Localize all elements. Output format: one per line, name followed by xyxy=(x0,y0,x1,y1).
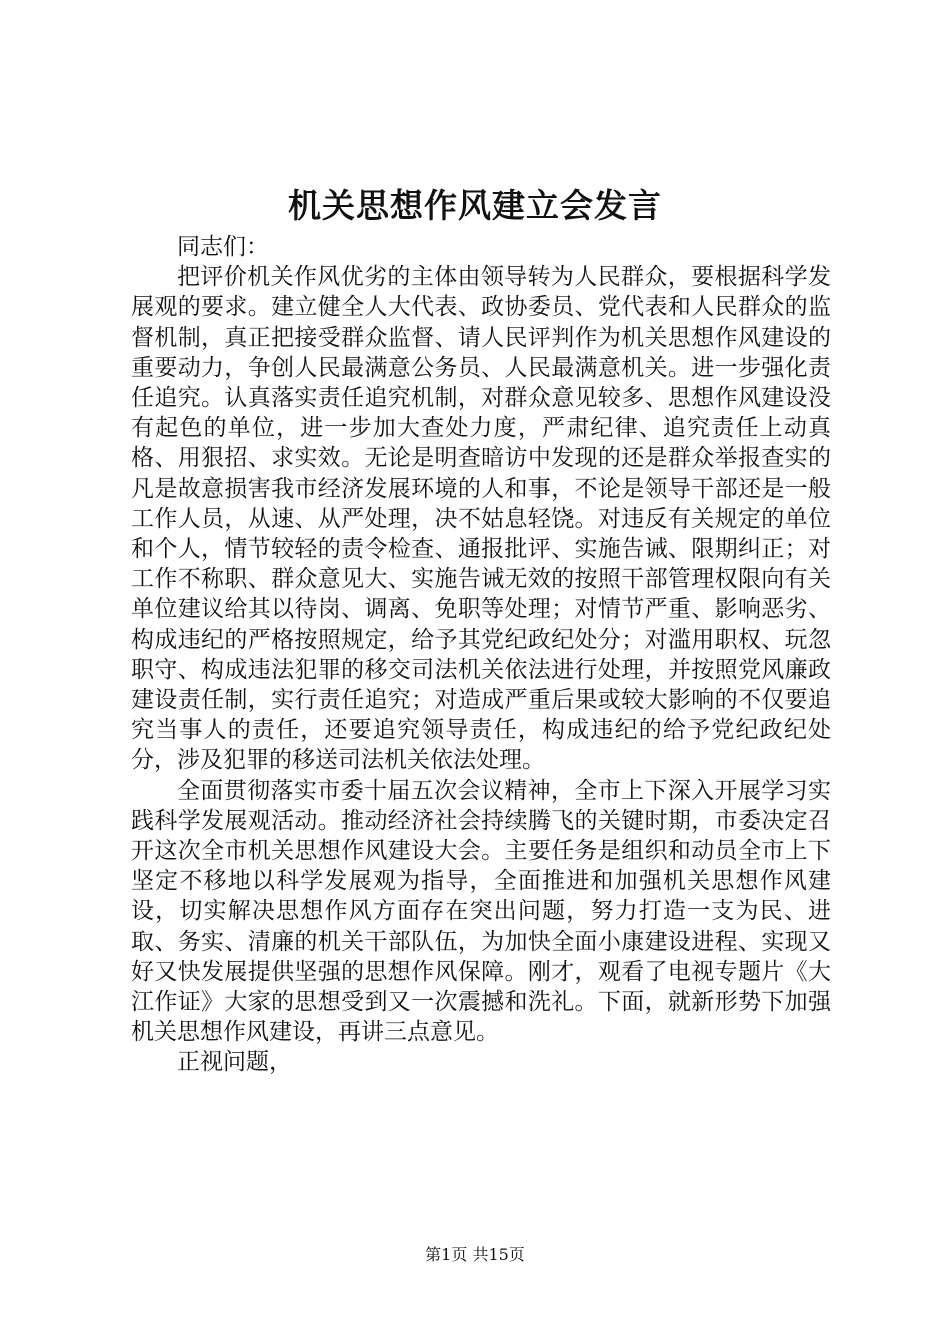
document-title: 机关思想作风建立会发言 xyxy=(288,186,662,225)
document-body xyxy=(131,232,831,1078)
salutation: 同志们： xyxy=(177,234,269,260)
paragraph-3: 正视问题， xyxy=(177,1049,292,1076)
paragraph-2: 全面贯彻落实市委十届五次会议精神，全市上下深入开展学习实践科学发展观活动。推动经济社会持续腾飞的关键时期，市委决定召开这次全市机关思想作风建设大会。主要任务是组织和动员全市上下坚定不移地以科学发展观为指导，全面推进和加强机关思想作风建设，切实解决思想作风方面存在突出问题，努力打造一支为民、进取、务实、清廉的机关干部队伍，为加快全面小康建设进程、实现又好又快发展提供坚强的思想作风保障。刚才，观看了电视专题片《大江作证》大家的思想受到又一次震撼和洗礼。下面，就新形势下加强机关思想作风建设，再讲三点意见。 xyxy=(131,777,831,1046)
paragraph-1: 把评价机关作风优劣的主体由领导转为人民群众，要根据科学发展观的要求。建立健全人大代表、政协委员、党代表和人民群众的监督机制，真正把接受群众监督、请人民评判作为机关思想作风建设的重要动力，争创人民最满意公务员、人民最满意机关。进一步强化责任追究。认真落实责任追究机制，对群众意见较多、思想作风建设没有起色的单位，进一步加大查处力度，严肃纪律、追究责任上动真格、用狠招、求实效。无论是明查暗访中发现的还是群众举报查实的凡是故意损害我市经济发展环境的人和事，不论是领导干部还是一般工作人员，从速、从严处理，决不姑息轻饶。对违反有关规定的单位和个人，情节较轻的责令检查、通报批评、实施告诫、限期纠正；对工作不称职、群众意见大、实施告诫无效的按照干部管理权限向有关单位建议给其以待岗、调离、免职等处理；对情节严重、影响恶劣、构成违纪的严格按照规定，给予其党纪政纪处分；对滥用职权、玩忽职守、构成违法犯罪的移交司法机关依法进行处理，并按照党风廉政建设责任制，实行责任追究；对造成严重后果或较大影响的不仅要追究当事人的责任，还要追究领导责任，构成违纪的给予党纪政纪处分，涉及犯罪的移送司法机关依法处理。 xyxy=(131,264,831,774)
page-footer: 第1页 共15页 xyxy=(425,1245,525,1264)
